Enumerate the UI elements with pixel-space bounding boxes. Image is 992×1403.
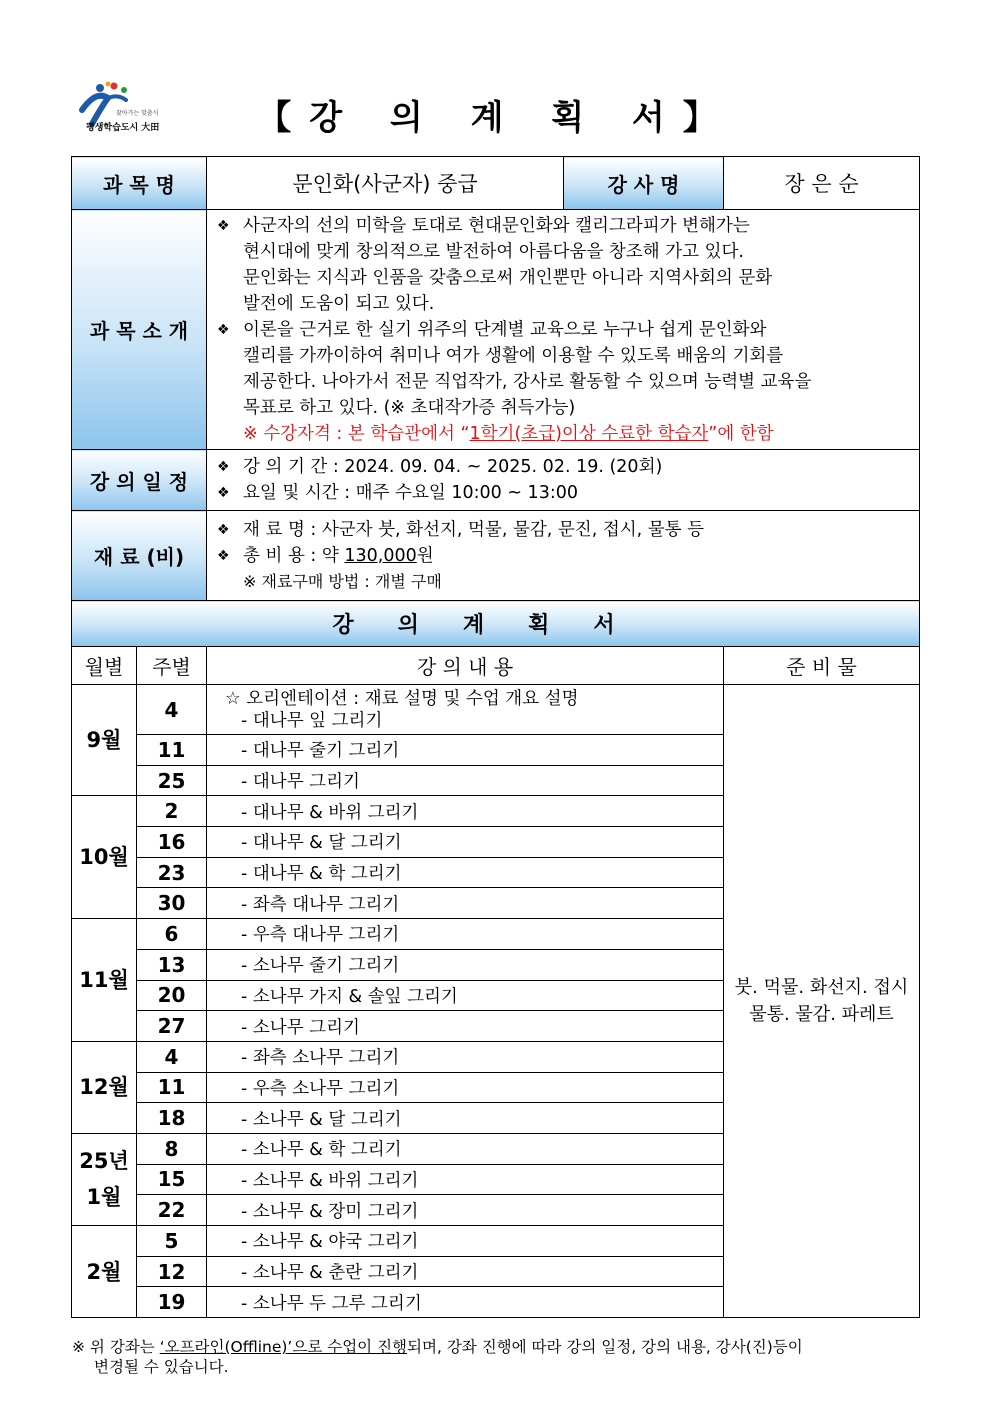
instructor-label: 강 사 명 <box>564 157 724 210</box>
footer-text: 되며, 강좌 진행에 따라 강의 일정, 강의 내용, 강사(진)등이 <box>407 1338 803 1356</box>
materials-row <box>72 511 920 601</box>
week-cell: 15 <box>137 1164 207 1195</box>
diamond-bullet-icon: ❖ <box>217 521 230 538</box>
diamond-bullet-icon: ❖ <box>217 547 230 564</box>
week-cell: 6 <box>137 919 207 950</box>
week-cell: 4 <box>137 1041 207 1072</box>
month-column-header: 월별 <box>72 647 137 685</box>
footer-prefix: ※ 위 강좌는 <box>72 1338 160 1356</box>
content-cell: - 좌측 소나무 그리기 <box>207 1041 724 1072</box>
content-cell: - 소나무 두 그루 그리기 <box>207 1287 724 1318</box>
materials-label: 재 료 (비) <box>72 511 207 601</box>
intro-text: 현시대에 맞게 창의적으로 발전하여 아름다움을 창조해 가고 있다. <box>243 241 744 262</box>
schedule-time: 요일 및 시간 : 매주 수요일 10:00 ~ 13:00 <box>243 483 578 503</box>
purchase-method: ※ 재료구매 방법 : 개별 구매 <box>243 571 442 591</box>
content-cell: - 우측 대나무 그리기 <box>207 919 724 950</box>
month-label: 9월 <box>86 728 122 753</box>
week-cell: 30 <box>137 888 207 919</box>
content-cell: - 대나무 그리기 <box>207 765 724 796</box>
month-cell <box>72 1041 137 1133</box>
week-cell: 18 <box>137 1103 207 1134</box>
month-cell <box>72 919 137 1042</box>
week-cell: 27 <box>137 1011 207 1042</box>
cost-prefix: 총 비 용 : 약 <box>243 545 345 566</box>
subject-value: 문인화(사군자) 중급 <box>207 157 564 210</box>
intro-text: 캘리를 가까이하여 취미나 여가 생활에 이용할 수 있도록 배움의 기회를 <box>243 345 784 366</box>
week-cell: 2 <box>137 796 207 827</box>
month-label: 2월 <box>86 1259 122 1284</box>
materials-list: 재 료 명 : 사군자 붓, 화선지, 먹물, 물감, 문진, 접시, 물통 등 <box>243 519 705 540</box>
instructor-value: 장 은 순 <box>724 157 920 210</box>
week-cell: 4 <box>137 685 207 735</box>
month-label: 12월 <box>79 1075 129 1100</box>
diamond-bullet-icon: ❖ <box>217 485 230 501</box>
week-cell: 23 <box>137 857 207 888</box>
content-cell: - 소나무 & 춘란 그리기 <box>207 1256 724 1287</box>
schedule-period: 강 의 기 간 : 2024. 09. 04. ~ 2025. 02. 19. (20회) <box>243 457 663 477</box>
content-cell: - 소나무 & 장미 그리기 <box>207 1195 724 1226</box>
month-cell <box>72 685 137 796</box>
content-column-header: 강 의 내 용 <box>207 647 724 685</box>
content-cell: - 대나무 & 바위 그리기 <box>207 796 724 827</box>
intro-text: 사군자의 선의 미학을 토대로 현대문인화와 캘리그라피가 변해가는 <box>243 215 750 236</box>
requirement-prefix: ※ 수강자격 : 본 학습관에서 “ <box>243 423 470 444</box>
content-cell: - 우측 소나무 그리기 <box>207 1072 724 1103</box>
content-cell: - 소나무 가지 & 솔잎 그리기 <box>207 980 724 1011</box>
prep-materials-cell <box>724 685 920 1318</box>
footer-emphasis: ‘오프라인(Offline)’으로 수업이 진행 <box>159 1338 408 1356</box>
week-cell: 13 <box>137 949 207 980</box>
month-cell <box>72 796 137 919</box>
requirement-text <box>217 421 905 447</box>
week-cell: 5 <box>137 1226 207 1257</box>
week-cell: 20 <box>137 980 207 1011</box>
intro-text: 제공한다. 나아가서 전문 직업작가, 강사로 활동할 수 있으며 능력별 교육을 <box>243 371 812 392</box>
prep-line: 물통. 물감. 파레트 <box>749 1004 894 1026</box>
content-cell: - 좌측 대나무 그리기 <box>207 888 724 919</box>
intro-label: 과 목 소 개 <box>72 210 207 450</box>
lesson-text: - 대나무 잎 그리기 <box>241 710 383 731</box>
requirement-suffix: ”에 한함 <box>708 423 774 444</box>
plan-section-row <box>72 601 920 647</box>
week-cell: 25 <box>137 765 207 796</box>
month-label: 25년 <box>79 1149 129 1174</box>
content-cell: - 대나무 줄기 그리기 <box>207 735 724 766</box>
diamond-bullet-icon: ❖ <box>217 321 230 338</box>
plan-header-row <box>72 647 920 685</box>
diamond-bullet-icon: ❖ <box>217 217 230 234</box>
content-cell: - 소나무 & 야국 그리기 <box>207 1226 724 1257</box>
footer-note <box>72 1337 932 1377</box>
content-cell: - 소나무 그리기 <box>207 1011 724 1042</box>
week-cell: 16 <box>137 827 207 858</box>
week-cell: 11 <box>137 735 207 766</box>
course-row <box>72 157 920 210</box>
schedule-row <box>72 450 920 511</box>
month-cell <box>72 1226 137 1318</box>
intro-text: 이론을 근거로 한 실기 위주의 단계별 교육으로 누구나 쉽게 문인화와 <box>243 319 767 340</box>
cost-amount: 130,000 <box>344 545 417 566</box>
document-title: 【강 의 계 획 서】 <box>257 98 735 138</box>
month-label-line2: 1월 <box>86 1185 122 1210</box>
intro-text: 목표로 하고 있다. (※ 초대작가증 취득가능) <box>243 397 576 418</box>
orientation-text: ☆ 오리엔테이션 : 재료 설명 및 수업 개요 설명 <box>225 688 579 709</box>
plan-row <box>72 685 920 735</box>
week-cell: 22 <box>137 1195 207 1226</box>
materials-content <box>207 511 920 601</box>
week-cell: 11 <box>137 1072 207 1103</box>
week-cell: 8 <box>137 1133 207 1164</box>
content-cell: - 대나무 & 학 그리기 <box>207 857 724 888</box>
intro-content <box>207 210 920 450</box>
month-cell <box>72 1133 137 1225</box>
schedule-label: 강 의 일 정 <box>72 450 207 511</box>
prep-line: 붓. 먹물. 화선지. 접시 <box>734 977 909 999</box>
requirement-emphasis: 1학기(초급)이상 수료한 학습자 <box>469 423 709 444</box>
intro-text: 발전에 도움이 되고 있다. <box>243 293 435 314</box>
cost-suffix: 원 <box>416 545 434 566</box>
content-cell: - 소나무 & 학 그리기 <box>207 1133 724 1164</box>
month-label: 10월 <box>79 845 129 870</box>
footer-text-line2: 변경될 수 있습니다. <box>94 1358 229 1376</box>
content-cell: - 소나무 줄기 그리기 <box>207 949 724 980</box>
logo-slogan: 찾아가는 맞춤식 <box>116 110 159 117</box>
lecture-plan-table <box>71 156 920 1318</box>
week-cell: 19 <box>137 1287 207 1318</box>
subject-label: 과 목 명 <box>72 157 207 210</box>
prep-column-header: 준 비 물 <box>724 647 920 685</box>
intro-text: 문인화는 지식과 인품을 갖춤으로써 개인뿐만 아니라 지역사회의 문화 <box>243 267 773 288</box>
intro-row <box>72 210 920 450</box>
logo-name: 평생학습도시 大田 <box>86 123 160 133</box>
schedule-content <box>207 450 920 511</box>
content-cell: - 소나무 & 달 그리기 <box>207 1103 724 1134</box>
week-cell: 12 <box>137 1256 207 1287</box>
month-label: 11월 <box>79 968 129 992</box>
plan-section-title: 강의계획서 <box>72 601 920 647</box>
content-cell: - 대나무 & 달 그리기 <box>207 827 724 858</box>
week-column-header: 주별 <box>137 647 207 685</box>
content-cell <box>207 685 724 735</box>
content-cell: - 소나무 & 바위 그리기 <box>207 1164 724 1195</box>
diamond-bullet-icon: ❖ <box>217 459 230 475</box>
